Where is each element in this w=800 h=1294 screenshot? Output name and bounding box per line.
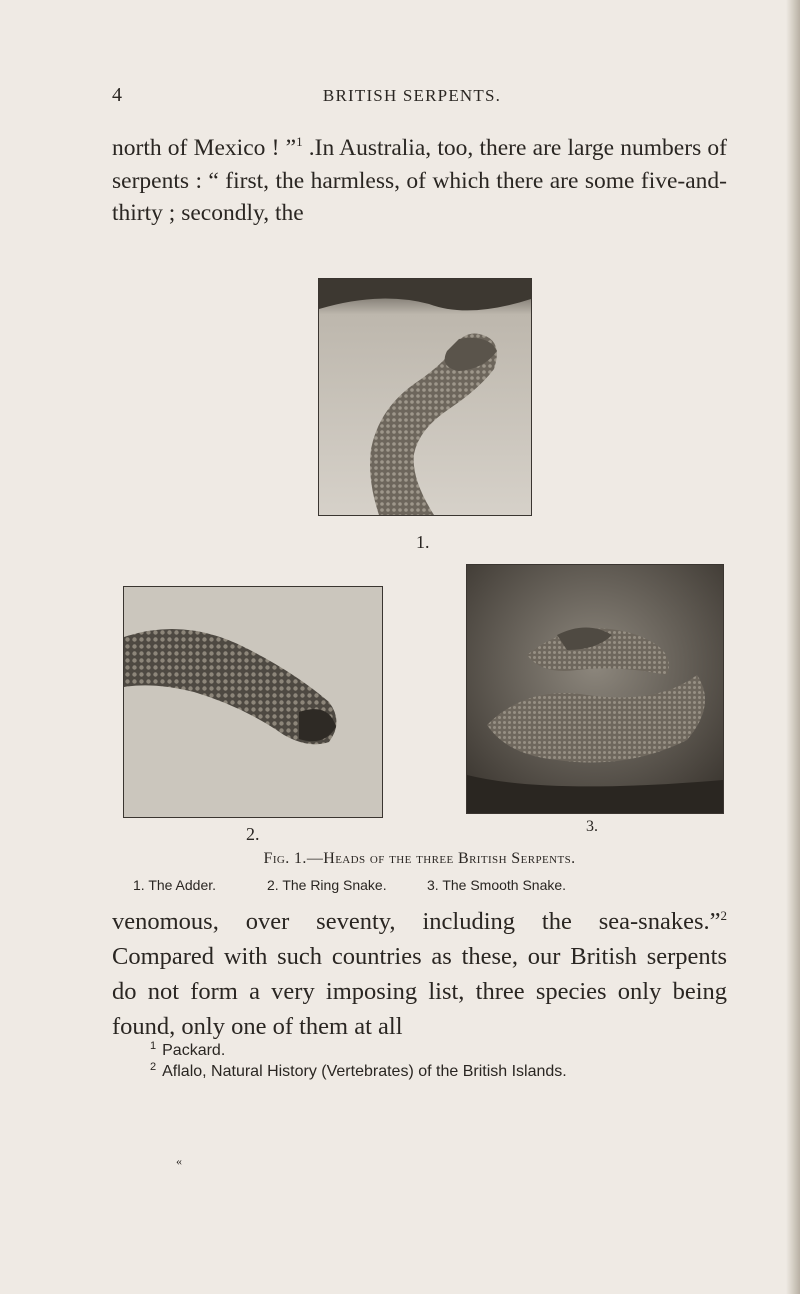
page-edge-shadow — [786, 0, 800, 1294]
figure-title-prefix: Fig. 1.— — [263, 850, 324, 867]
figure-label-2: 2. — [246, 824, 260, 844]
footnotes — [150, 1040, 730, 1082]
caption-adder: 1. The Adder. — [133, 877, 217, 893]
smooth-snake-photo — [466, 564, 724, 814]
running-title: BRITISH SERPENTS. — [322, 86, 502, 105]
footnote-2 — [150, 1061, 730, 1082]
footnote-1-text: Packard. — [162, 1042, 226, 1059]
paragraph-top — [112, 132, 727, 230]
ring-snake-photo — [123, 586, 383, 818]
footnote-2-text: Aflalo, Natural History (Vertebrates) of the British Islands. — [162, 1063, 567, 1080]
paragraph-top-text: north of Mexico ! ” — [112, 135, 297, 161]
page-number: 4 — [112, 84, 122, 106]
figure-title-text: Heads of the three British Serpents. — [323, 850, 576, 867]
caption-ring-snake: 2. The Ring Snake. — [267, 877, 387, 893]
footnote-2-mark: 2 — [150, 1060, 157, 1073]
printer-mark: « — [176, 1154, 182, 1168]
page-header — [112, 84, 712, 112]
paragraph-bottom — [112, 904, 727, 1044]
paragraph-bottom-text-cont: Compared with such countries as these, our British serpents do not form a very imposing list, three species only being found, only one of them at all — [112, 943, 727, 1040]
paragraph-bottom-text: venomous, over seventy, including the sea-snakes.” — [112, 908, 721, 935]
figure-label-1: 1. — [416, 532, 430, 552]
footnote-1-mark: 1 — [150, 1039, 157, 1052]
footnote-1 — [150, 1040, 730, 1061]
figure-label-3: 3. — [586, 818, 598, 835]
footnote-ref-2: 2 — [720, 907, 727, 923]
footnote-ref-1: 1 — [296, 134, 303, 150]
paragraph-top-text-cont: .In Australia, too, there are large numbers of serpents : “ first, the harmless, of which there are some five-and-thirty ; secondly, the — [112, 135, 727, 226]
figure-title — [112, 850, 727, 868]
adder-photo — [318, 278, 532, 516]
caption-smooth-snake: 3. The Smooth Snake. — [427, 877, 567, 893]
